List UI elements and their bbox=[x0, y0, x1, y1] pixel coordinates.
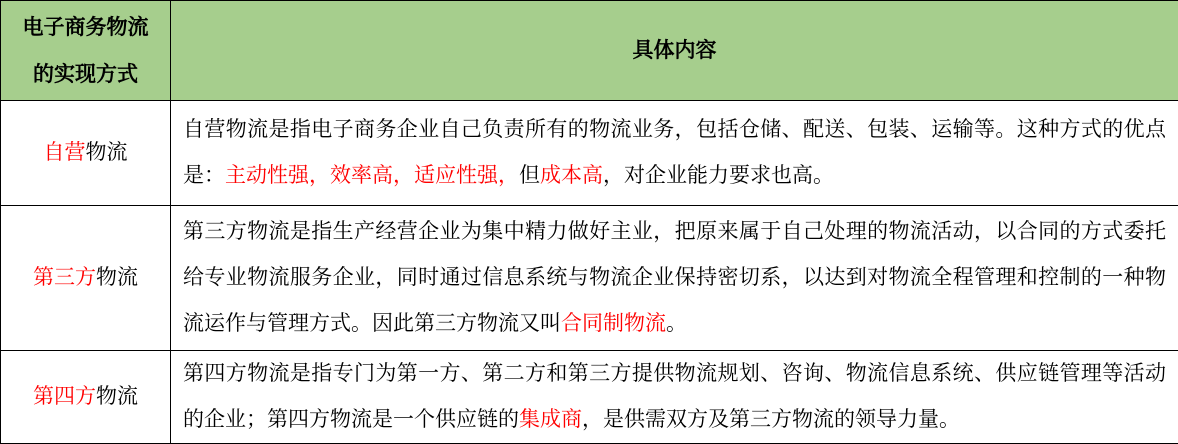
header-cell-method bbox=[1, 1, 171, 101]
row-label bbox=[1, 351, 171, 444]
row-label-highlight: 第三方 bbox=[33, 266, 96, 289]
row-content bbox=[171, 101, 1178, 206]
row-content bbox=[171, 206, 1178, 351]
row-label bbox=[1, 101, 171, 206]
row-content-text: ，是供需双方及第三方物流的领导力量。 bbox=[582, 408, 960, 431]
header-method-line1: 电子商务物流 bbox=[7, 4, 164, 51]
header-row bbox=[1, 1, 1178, 101]
header-cell-content bbox=[171, 1, 1178, 101]
row-content-text: 自营物流是指电子商务企业自己负责所有的物流业务，包括仓储、配送、包装、运输等。这种方式的优点是： bbox=[183, 118, 1166, 187]
row-content-highlight: 成本高 bbox=[540, 164, 603, 187]
row-content-text: ，对企业能力要求也高。 bbox=[603, 164, 834, 187]
row-content-text: 第四方物流是指专门为第一方、第二方和第三方提供物流规划、咨询、物流信息系统、供应链管理等活动的企业；第四方物流是一个供应链的 bbox=[183, 362, 1166, 431]
table-body bbox=[1, 1, 1178, 444]
table-row bbox=[1, 206, 1178, 351]
row-content-text: 。 bbox=[666, 312, 687, 335]
row-label-text: 物流 bbox=[86, 141, 128, 164]
row-content-text: 但 bbox=[519, 164, 540, 187]
row-label-text: 物流 bbox=[96, 385, 138, 408]
header-method-line2: 的实现方式 bbox=[7, 51, 164, 98]
header-content-label: 具体内容 bbox=[177, 27, 1172, 74]
row-label-highlight: 第四方 bbox=[33, 385, 96, 408]
row-label-text: 物流 bbox=[96, 266, 138, 289]
row-content-text: 第三方物流是指生产经营企业为集中精力做好主业，把原来属于自己处理的物流活动，以合同的方式委托给专业物流服务企业，同时通过信息系统与物流企业保持密切系，以达到对物流全程管理和控制的一种物流运作与管理方式。因此第三方物流又叫 bbox=[183, 220, 1166, 335]
row-label bbox=[1, 206, 171, 351]
row-content-highlight: 集成商 bbox=[519, 408, 582, 431]
row-label-highlight: 自营 bbox=[44, 141, 86, 164]
table-row bbox=[1, 351, 1178, 444]
table-row bbox=[1, 101, 1178, 206]
row-content-highlight: 主动性强，效率高，适应性强， bbox=[225, 164, 519, 187]
row-content bbox=[171, 351, 1178, 444]
row-content-highlight: 合同制物流 bbox=[561, 312, 666, 335]
